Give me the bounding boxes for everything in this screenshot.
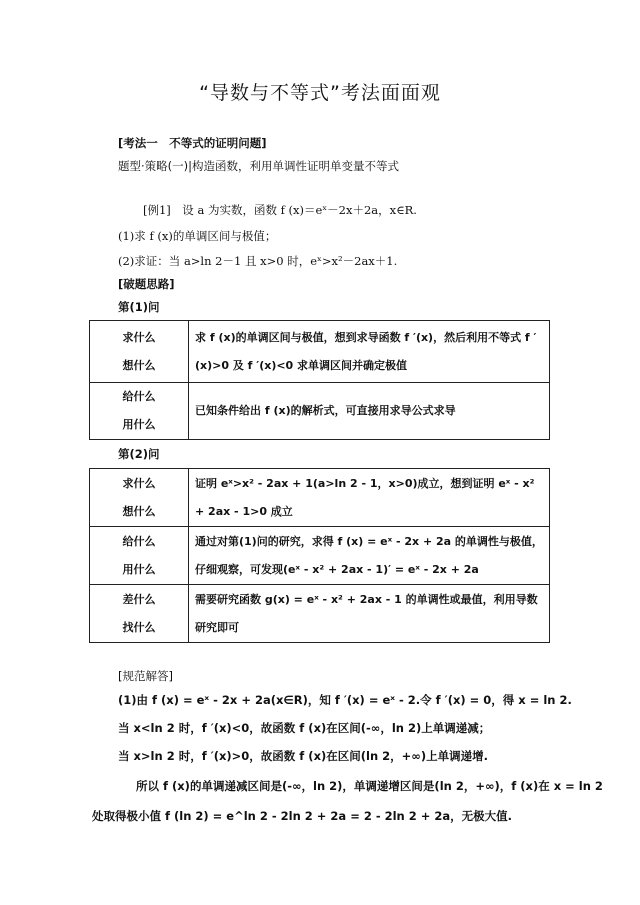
- solution-line: 所以 f (x)的单调递减区间是(-∞，ln 2)，单调递增区间是(ln 2，+∞)，f (x)在 x = ln 2: [136, 779, 603, 793]
- analysis-heading: [破题思路]: [118, 277, 175, 291]
- table-key-cell: [90, 383, 189, 440]
- solution-line: 当 x>ln 2 时，f ′(x)>0，故函数 f (x)在区间(ln 2，+∞)上单调递增.: [118, 749, 488, 763]
- value-text: 需要研究函数 g(x) = eˣ - x² + 2ax - 1 的单调性或最值，利用导数研究即可: [195, 592, 538, 634]
- solution-line: (1)由 f (x) = eˣ - 2x + 2a(x∈R)，知 f ′(x) = eˣ - 2.令 f ′(x) = 0，得 x = ln 2.: [118, 693, 572, 707]
- value-text: 求 f (x)的单调区间与极值，想到求导函数 f ′(x)，然后利用不等式 f ′(x)>0 及 f ′(x)<0 求单调区间并确定极值: [195, 330, 537, 372]
- analysis-table-part-2: [89, 468, 550, 643]
- key-line: 求什么: [122, 476, 156, 490]
- table-value-cell: [189, 469, 550, 527]
- value-text: 通过对第(1)问的研究，求得 f (x) = eˣ - 2x + 2a 的单调性与极值，仔细观察，可发现(eˣ - x² + 2ax - 1)′ = eˣ - 2x + 2a: [195, 534, 543, 576]
- table-key-cell: [90, 527, 189, 585]
- key-line: 求什么: [122, 330, 156, 344]
- key-line: 找什么: [122, 620, 156, 634]
- table-row: [90, 527, 550, 585]
- part-1-label: 第(1)问: [118, 300, 160, 314]
- key-line: 差什么: [122, 592, 156, 606]
- part-2-label: 第(2)问: [118, 447, 160, 461]
- method-heading: [考法一 不等式的证明问题]: [118, 136, 267, 150]
- table-key-cell: [90, 469, 189, 527]
- key-line: 用什么: [122, 562, 156, 576]
- table-row: [90, 469, 550, 527]
- key-line: 给什么: [122, 534, 156, 548]
- document-title: “导数与不等式”考法面面观: [199, 82, 441, 104]
- key-line: 用什么: [122, 418, 156, 431]
- table-row: [90, 585, 550, 643]
- table-value-cell: [189, 585, 550, 643]
- solution-heading: [规范解答]: [118, 669, 173, 683]
- table-value-cell: [189, 321, 550, 383]
- key-line: 想什么: [122, 504, 156, 518]
- value-text: 证明 eˣ>x² - 2ax + 1(a>ln 2 - 1，x>0)成立，想到证明 eˣ - x² + 2ax - 1>0 成立: [195, 476, 535, 518]
- example-statement: [例1] 设 a 为实数，函数 f (x)＝eˣ－2x＋2a，x∈R.: [143, 203, 417, 217]
- key-line: 给什么: [122, 390, 156, 403]
- solution-line: 当 x<ln 2 时，f ′(x)<0，故函数 f (x)在区间(-∞，ln 2)上单调递减；: [118, 721, 491, 735]
- key-line: 想什么: [122, 358, 156, 372]
- table-row: [90, 383, 550, 440]
- strategy-line: 题型·策略(一)|构造函数，利用单调性证明单变量不等式: [118, 159, 400, 173]
- table-key-cell: [90, 585, 189, 643]
- table-value-cell: [189, 527, 550, 585]
- solution-line: 处取得极小值 f (ln 2) = e^ln 2 - 2ln 2 + 2a = 2 - 2ln 2 + 2a，无极大值.: [92, 809, 513, 823]
- question-1: (1)求 f (x)的单调区间与极值；: [118, 229, 277, 243]
- table-row: [90, 321, 550, 383]
- table-key-cell: [90, 321, 189, 383]
- analysis-table-part-1: [89, 320, 550, 440]
- question-2: (2)求证：当 a>ln 2－1 且 x>0 时，eˣ>x²－2ax＋1.: [118, 254, 398, 268]
- value-text: 已知条件给出 f (x)的解析式，可直接用求导公式求导: [195, 404, 456, 417]
- table-value-cell: [189, 383, 550, 440]
